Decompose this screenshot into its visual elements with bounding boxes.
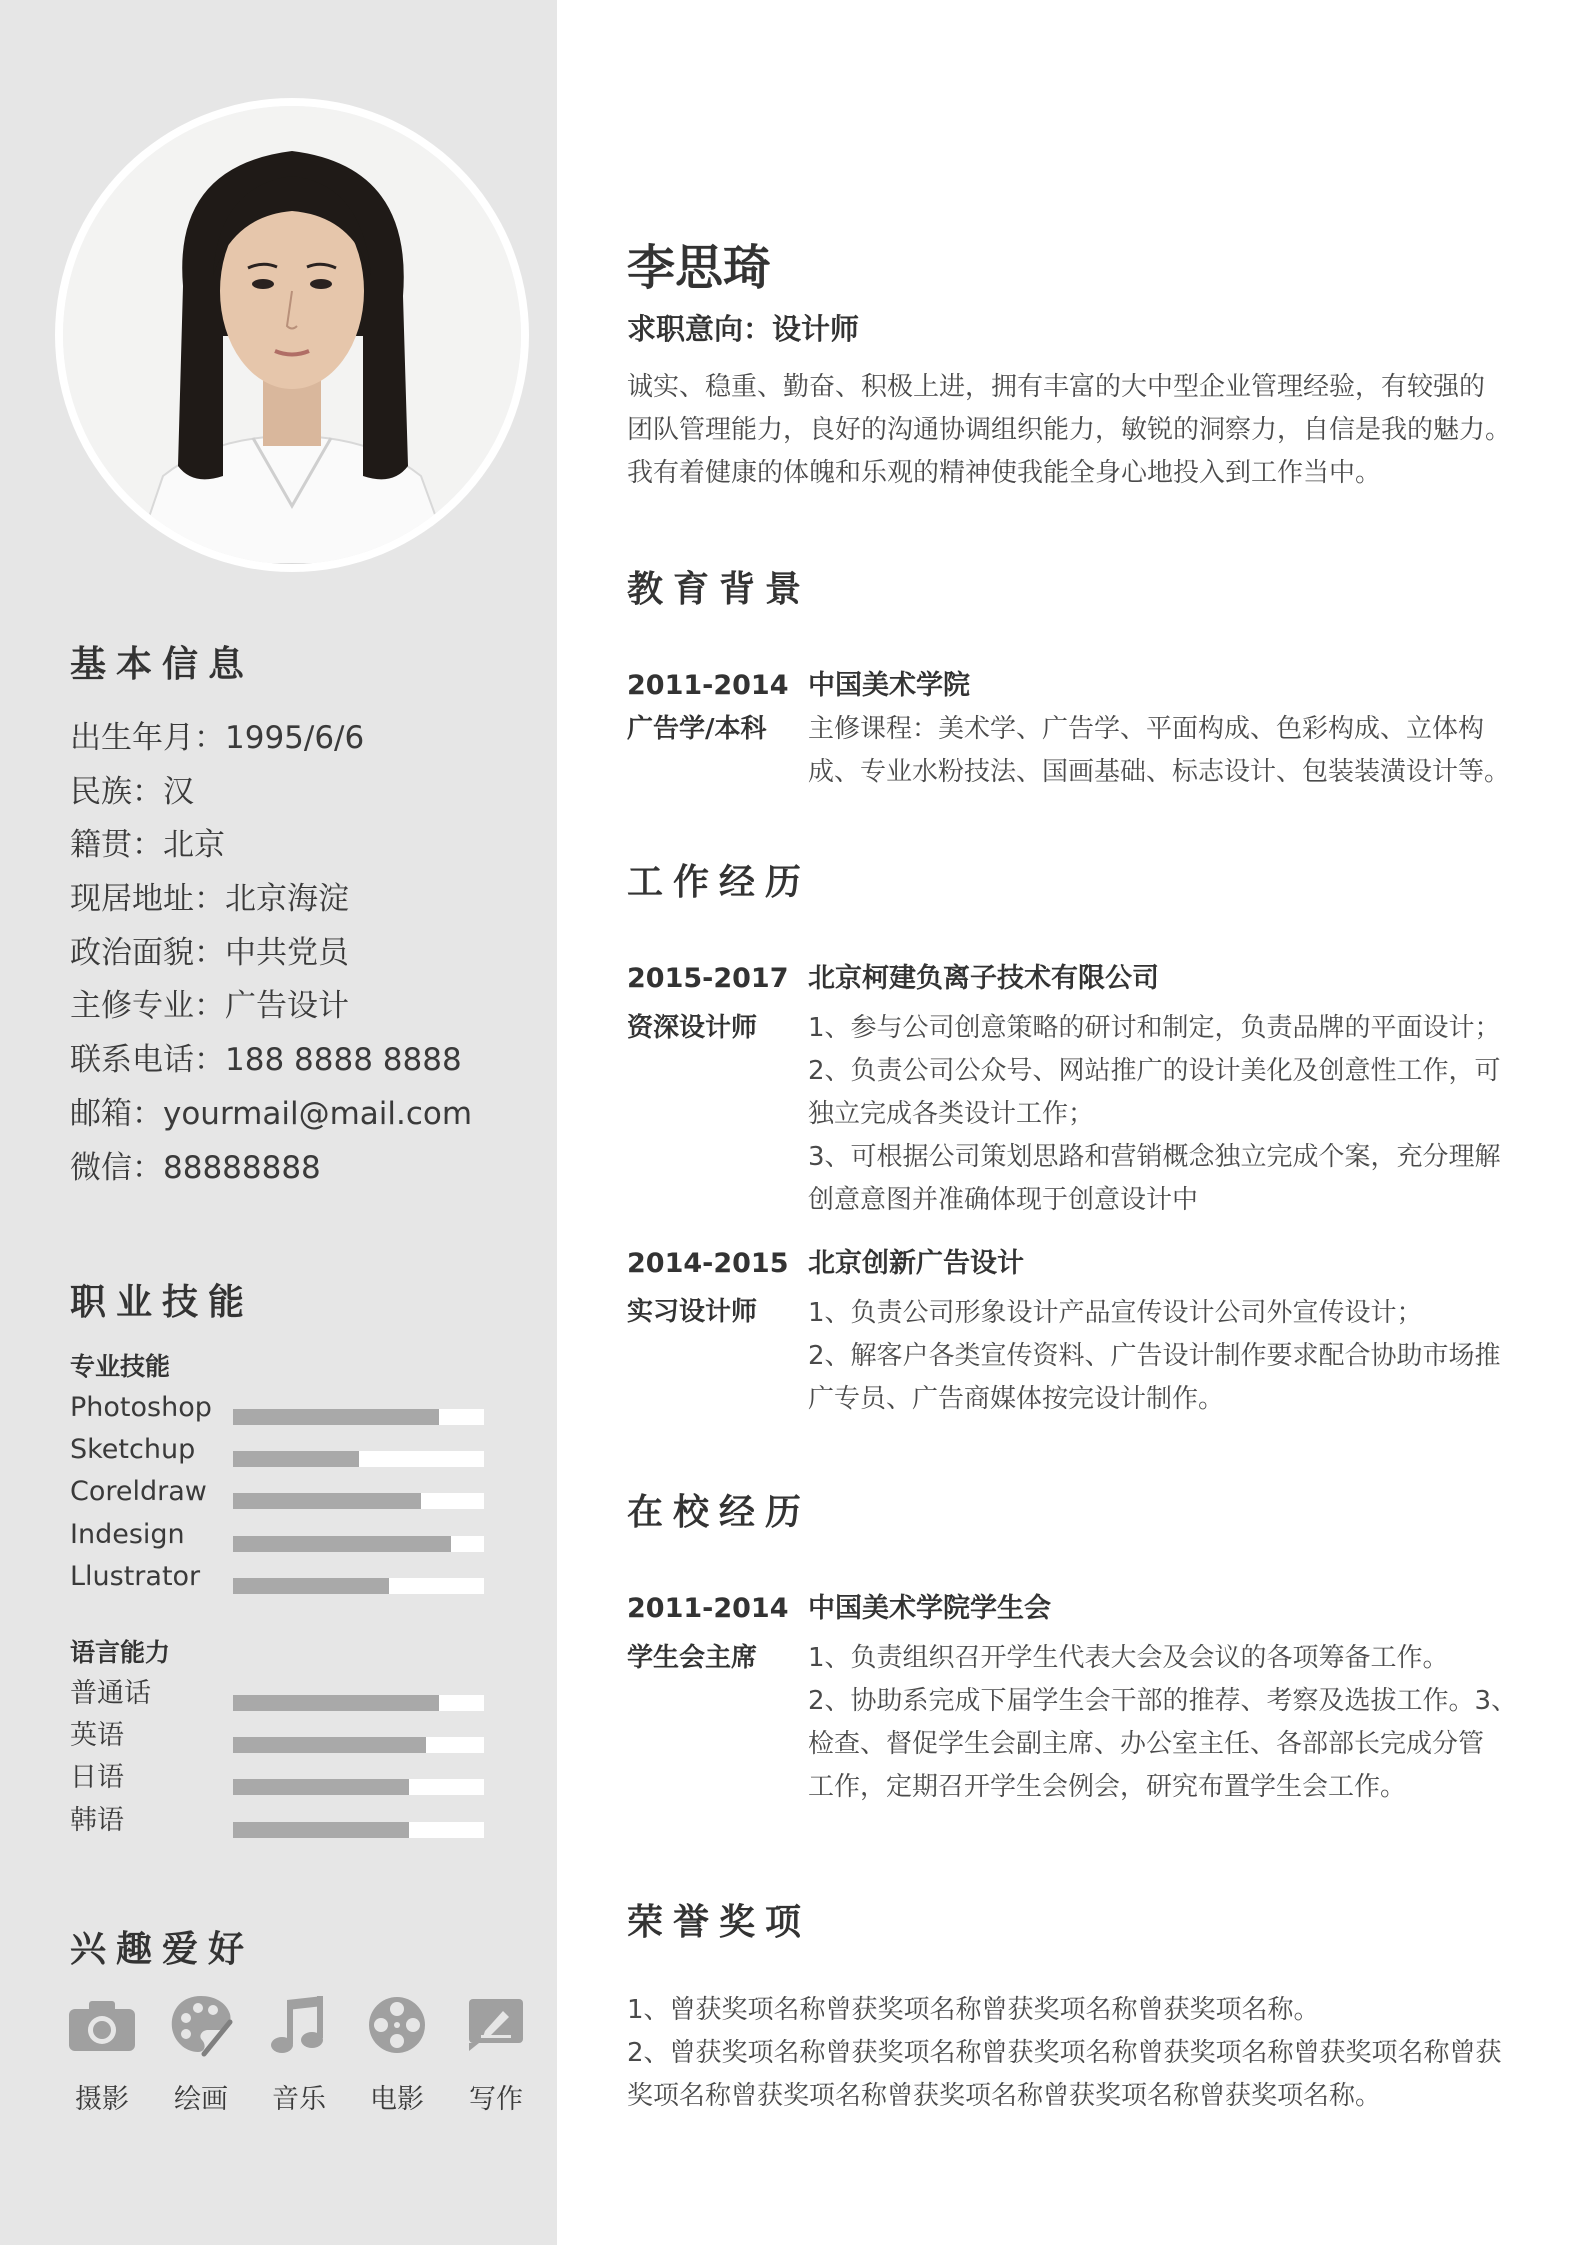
birthdate-row: 出生年月：1995/6/6 <box>70 720 365 756</box>
skill-name: Llustrator <box>70 1561 201 1592</box>
summary-line: 诚实、稳重、勤奋、积极上进，拥有丰富的大中型企业管理经验，有较强的 <box>627 372 1486 402</box>
film-reel-icon <box>351 1990 443 2060</box>
language-row <box>70 1761 490 1803</box>
language-bar-track <box>233 1695 484 1711</box>
skill-bar-track <box>233 1409 484 1425</box>
award-line: 2、曾获奖项名称曾获奖项名称曾获奖项名称曾获奖项名称曾获奖项名称曾获 <box>627 2038 1502 2068</box>
language-name: 英语 <box>70 1720 124 1751</box>
skill-bar-track <box>233 1451 484 1467</box>
skill-bar-fill <box>233 1578 389 1594</box>
skill-row <box>70 1560 490 1602</box>
music-icon <box>253 1990 345 2060</box>
political-status-row: 政治面貌：中共党员 <box>70 934 349 971</box>
hobby-label: 摄影 <box>75 2084 129 2115</box>
work-role: 实习设计师 <box>627 1297 758 1327</box>
skill-row <box>70 1391 490 1433</box>
hobby-label: 电影 <box>370 2084 424 2115</box>
pen-icon <box>450 1990 542 2060</box>
language-name: 普通话 <box>70 1678 151 1709</box>
candidate-name: 李思琦 <box>627 240 772 296</box>
work-company: 北京创新广告设计 <box>808 1248 1024 1279</box>
language-row <box>70 1677 490 1719</box>
work-description <box>808 1292 1533 1421</box>
desc-line: 2、协助系完成下届学生会干部的推荐、考察及选拔工作。3、 <box>808 1686 1518 1716</box>
desc-line: 创意意图并准确体现于创意设计中 <box>808 1185 1199 1215</box>
skill-bar-fill <box>233 1493 421 1509</box>
hobby-label: 音乐 <box>272 2084 326 2115</box>
language-name: 韩语 <box>70 1805 124 1836</box>
desc-line: 1、负责公司形象设计产品宣传设计公司外宣传设计； <box>808 1298 1423 1328</box>
skill-row <box>70 1433 490 1475</box>
phone-row: 联系电话：188 8888 8888 <box>70 1042 462 1079</box>
pro-skills-title: 专业技能 <box>70 1352 171 1381</box>
language-row <box>70 1719 490 1761</box>
desc-line: 广专员、广告商媒体按完设计制作。 <box>808 1384 1225 1414</box>
camera-icon <box>56 1990 148 2060</box>
hobby-item <box>56 1990 148 2116</box>
awards-heading: 荣誉奖项 <box>627 1902 812 1943</box>
skill-bar-fill <box>233 1536 451 1552</box>
skill-name: Indesign <box>70 1519 185 1550</box>
work-heading: 工作经历 <box>627 862 812 903</box>
job-intent: 求职意向：设计师 <box>627 312 860 346</box>
profile-photo <box>63 106 521 564</box>
skill-bar-track <box>233 1536 484 1552</box>
education-heading: 教育背景 <box>627 569 812 610</box>
wechat-row: 微信：88888888 <box>70 1149 321 1186</box>
hobby-item <box>253 1990 345 2116</box>
education-degree: 广告学/本科 <box>627 714 767 744</box>
language-name: 日语 <box>70 1762 124 1793</box>
campus-heading: 在校经历 <box>627 1492 812 1533</box>
hobbies-list <box>56 1990 536 2120</box>
hobby-item <box>351 1990 443 2116</box>
skill-name: Coreldraw <box>70 1476 207 1507</box>
basic-info-list <box>70 712 472 1195</box>
language-bar-track <box>233 1779 484 1795</box>
work-company: 北京柯建负离子技术有限公司 <box>808 963 1159 994</box>
desc-line: 工作，定期召开学生会例会，研究布置学生会工作。 <box>808 1772 1407 1802</box>
hobby-label: 绘画 <box>174 2084 228 2115</box>
desc-line: 2、解客户各类宣传资料、广告设计制作要求配合协助市场推 <box>808 1341 1501 1371</box>
major-row: 主修专业：广告设计 <box>70 988 349 1025</box>
language-bar-fill <box>233 1779 409 1795</box>
award-line: 1、曾获奖项名称曾获奖项名称曾获奖项名称曾获奖项名称。 <box>627 1995 1320 2025</box>
palette-icon <box>155 1990 247 2060</box>
desc-line: 成、专业水粉技法、国画基础、标志设计、包装装潢设计等。 <box>808 757 1511 787</box>
language-bar-fill <box>233 1822 409 1838</box>
desc-line: 3、可根据公司策划思路和营销概念独立完成个案，充分理解 <box>808 1142 1501 1172</box>
skill-bar-track <box>233 1578 484 1594</box>
language-row <box>70 1804 490 1846</box>
hobby-item <box>155 1990 247 2116</box>
campus-description <box>808 1637 1533 1809</box>
skill-bar-track <box>233 1493 484 1509</box>
summary-line: 我有着健康的体魄和乐观的精神使我能全身心地投入到工作当中。 <box>627 458 1382 488</box>
work-date: 2014-2015 <box>627 1248 789 1279</box>
native-place-row: 籍贯：北京 <box>70 827 225 864</box>
language-bar-track <box>233 1737 484 1753</box>
work-role: 资深设计师 <box>627 1013 758 1043</box>
skill-bar-fill <box>233 1451 359 1467</box>
hobby-label: 写作 <box>469 2084 523 2115</box>
work-description <box>808 1007 1533 1222</box>
email-row: 邮箱：yourmail@mail.com <box>70 1095 473 1132</box>
awards-list <box>627 1989 1532 2118</box>
desc-line: 主修课程：美术学、广告学、平面构成、色彩构成、立体构 <box>808 714 1485 744</box>
desc-line: 1、参与公司创意策略的研讨和制定，负责品牌的平面设计； <box>808 1013 1501 1043</box>
basic-info-heading: 基本信息 <box>70 644 255 685</box>
education-date: 2011-2014 <box>627 670 789 701</box>
campus-role: 学生会主席 <box>627 1643 758 1673</box>
desc-line: 独立完成各类设计工作； <box>808 1099 1095 1129</box>
language-bar-track <box>233 1822 484 1838</box>
skill-name: Photoshop <box>70 1392 212 1423</box>
skill-row <box>70 1518 490 1560</box>
ethnicity-row: 民族：汉 <box>70 773 194 810</box>
language-bar-fill <box>233 1737 426 1753</box>
language-bar-fill <box>233 1695 439 1711</box>
desc-line: 检查、督促学生会副主席、办公室主任、各部部长完成分管 <box>808 1729 1485 1759</box>
skill-name: Sketchup <box>70 1434 196 1465</box>
hobby-item <box>450 1990 542 2116</box>
skill-bar-fill <box>233 1409 439 1425</box>
desc-line: 1、负责组织召开学生代表大会及会议的各项筹备工作。 <box>808 1643 1449 1673</box>
address-row: 现居地址：北京海淀 <box>70 881 349 918</box>
education-description <box>808 708 1533 794</box>
education-school: 中国美术学院 <box>808 670 970 701</box>
profile-photo-frame <box>55 98 529 572</box>
language-title: 语言能力 <box>70 1638 171 1667</box>
skills-heading: 职业技能 <box>70 1282 255 1323</box>
hobbies-heading: 兴趣爱好 <box>70 1929 255 1970</box>
campus-date: 2011-2014 <box>627 1593 789 1624</box>
work-date: 2015-2017 <box>627 963 789 994</box>
skill-row <box>70 1475 490 1517</box>
desc-line: 2、负责公司公众号、网站推广的设计美化及创意性工作，可 <box>808 1056 1501 1086</box>
award-line: 奖项名称曾获奖项名称曾获奖项名称曾获奖项名称曾获奖项名称。 <box>627 2081 1382 2111</box>
summary-line: 团队管理能力，良好的沟通协调组织能力，敏锐的洞察力，自信是我的魅力。 <box>627 415 1512 445</box>
campus-organization: 中国美术学院学生会 <box>808 1593 1051 1624</box>
self-summary <box>627 366 1532 495</box>
